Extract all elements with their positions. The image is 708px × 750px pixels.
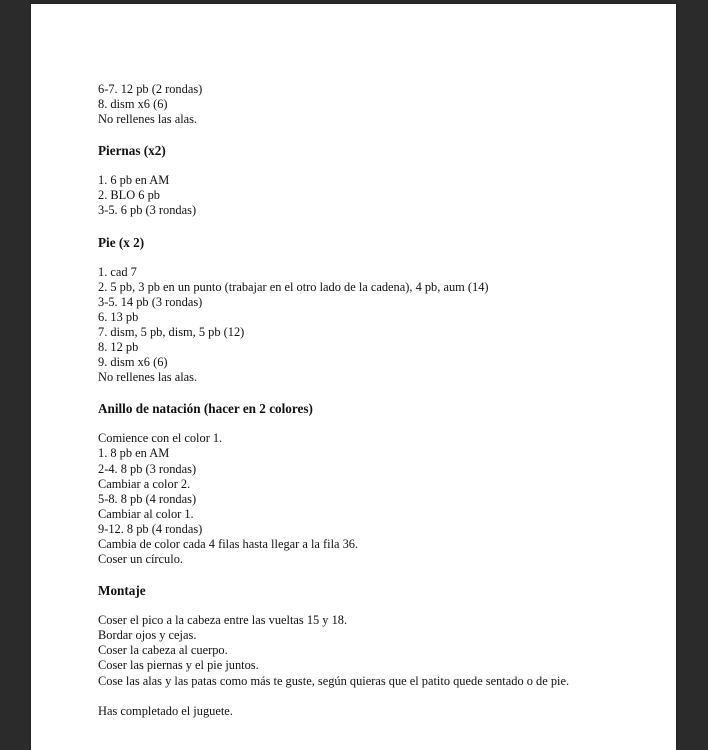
text-line: 3-5. 14 pb (3 rondas) [98,294,203,309]
document-page [31,4,676,750]
page-content [98,82,658,719]
text-line: Cose las alas y las patas como más te guste, según quieras que el patito quede sentado o de pie. [98,673,570,688]
text-line: No rellenes las alas. [98,112,198,127]
text-line: 3-5. 6 pb (3 rondas) [98,203,197,218]
text-line: 9-12. 8 pb (4 rondas) [98,521,203,536]
text-line: Coser un círculo. [98,552,183,567]
text-line: Coser las piernas y el pie juntos. [98,658,259,673]
text-line: 9. dism x6 (6) [98,355,168,370]
text-line: 5-8. 8 pb (4 rondas) [98,491,197,506]
text-line: Cambiar al color 1. [98,506,194,521]
text-line: Coser el pico a la cabeza entre las vueltas 15 y 18. [98,613,348,628]
text-line: 1. 6 pb en AM [98,173,170,188]
section-heading-pie: Pie (x 2) [98,234,145,250]
text-line: 6-7. 12 pb (2 rondas) [98,82,203,96]
text-line: Cambiar a color 2. [98,476,191,491]
text-line: 2. 5 pb, 3 pb en un punto (trabajar en el otro lado de la cadena), 4 pb, aum (14) [98,279,489,294]
text-line: 2. BLO 6 pb [98,188,160,203]
text-line: 7. dism, 5 pb, dism, 5 pb (12) [98,324,245,339]
text-line: 8. dism x6 (6) [98,97,168,112]
text-line: 8. 12 pb [98,340,139,355]
text-line: Bordar ojos y cejas. [98,628,197,643]
text-line: Cambia de color cada 4 filas hasta llegar a la fila 36. [98,536,359,551]
text-line: Coser la cabeza al cuerpo. [98,643,228,658]
closing-line: Has completado el juguete. [98,703,233,718]
text-line: 6. 13 pb [98,309,139,324]
text-line: Comience con el color 1. [98,431,223,446]
text-line: 1. cad 7 [98,264,137,279]
paragraph-gap [98,689,658,704]
text-line: 1. 8 pb en AM [98,446,170,461]
section-heading-montaje: Montaje [98,583,146,599]
section-heading-piernas: Piernas (x2) [98,143,166,159]
section-heading-anillo: Anillo de natación (hacer en 2 colores) [98,401,313,417]
text-line: 2-4. 8 pb (3 rondas) [98,461,197,476]
text-line: No rellenes las alas. [98,370,198,385]
